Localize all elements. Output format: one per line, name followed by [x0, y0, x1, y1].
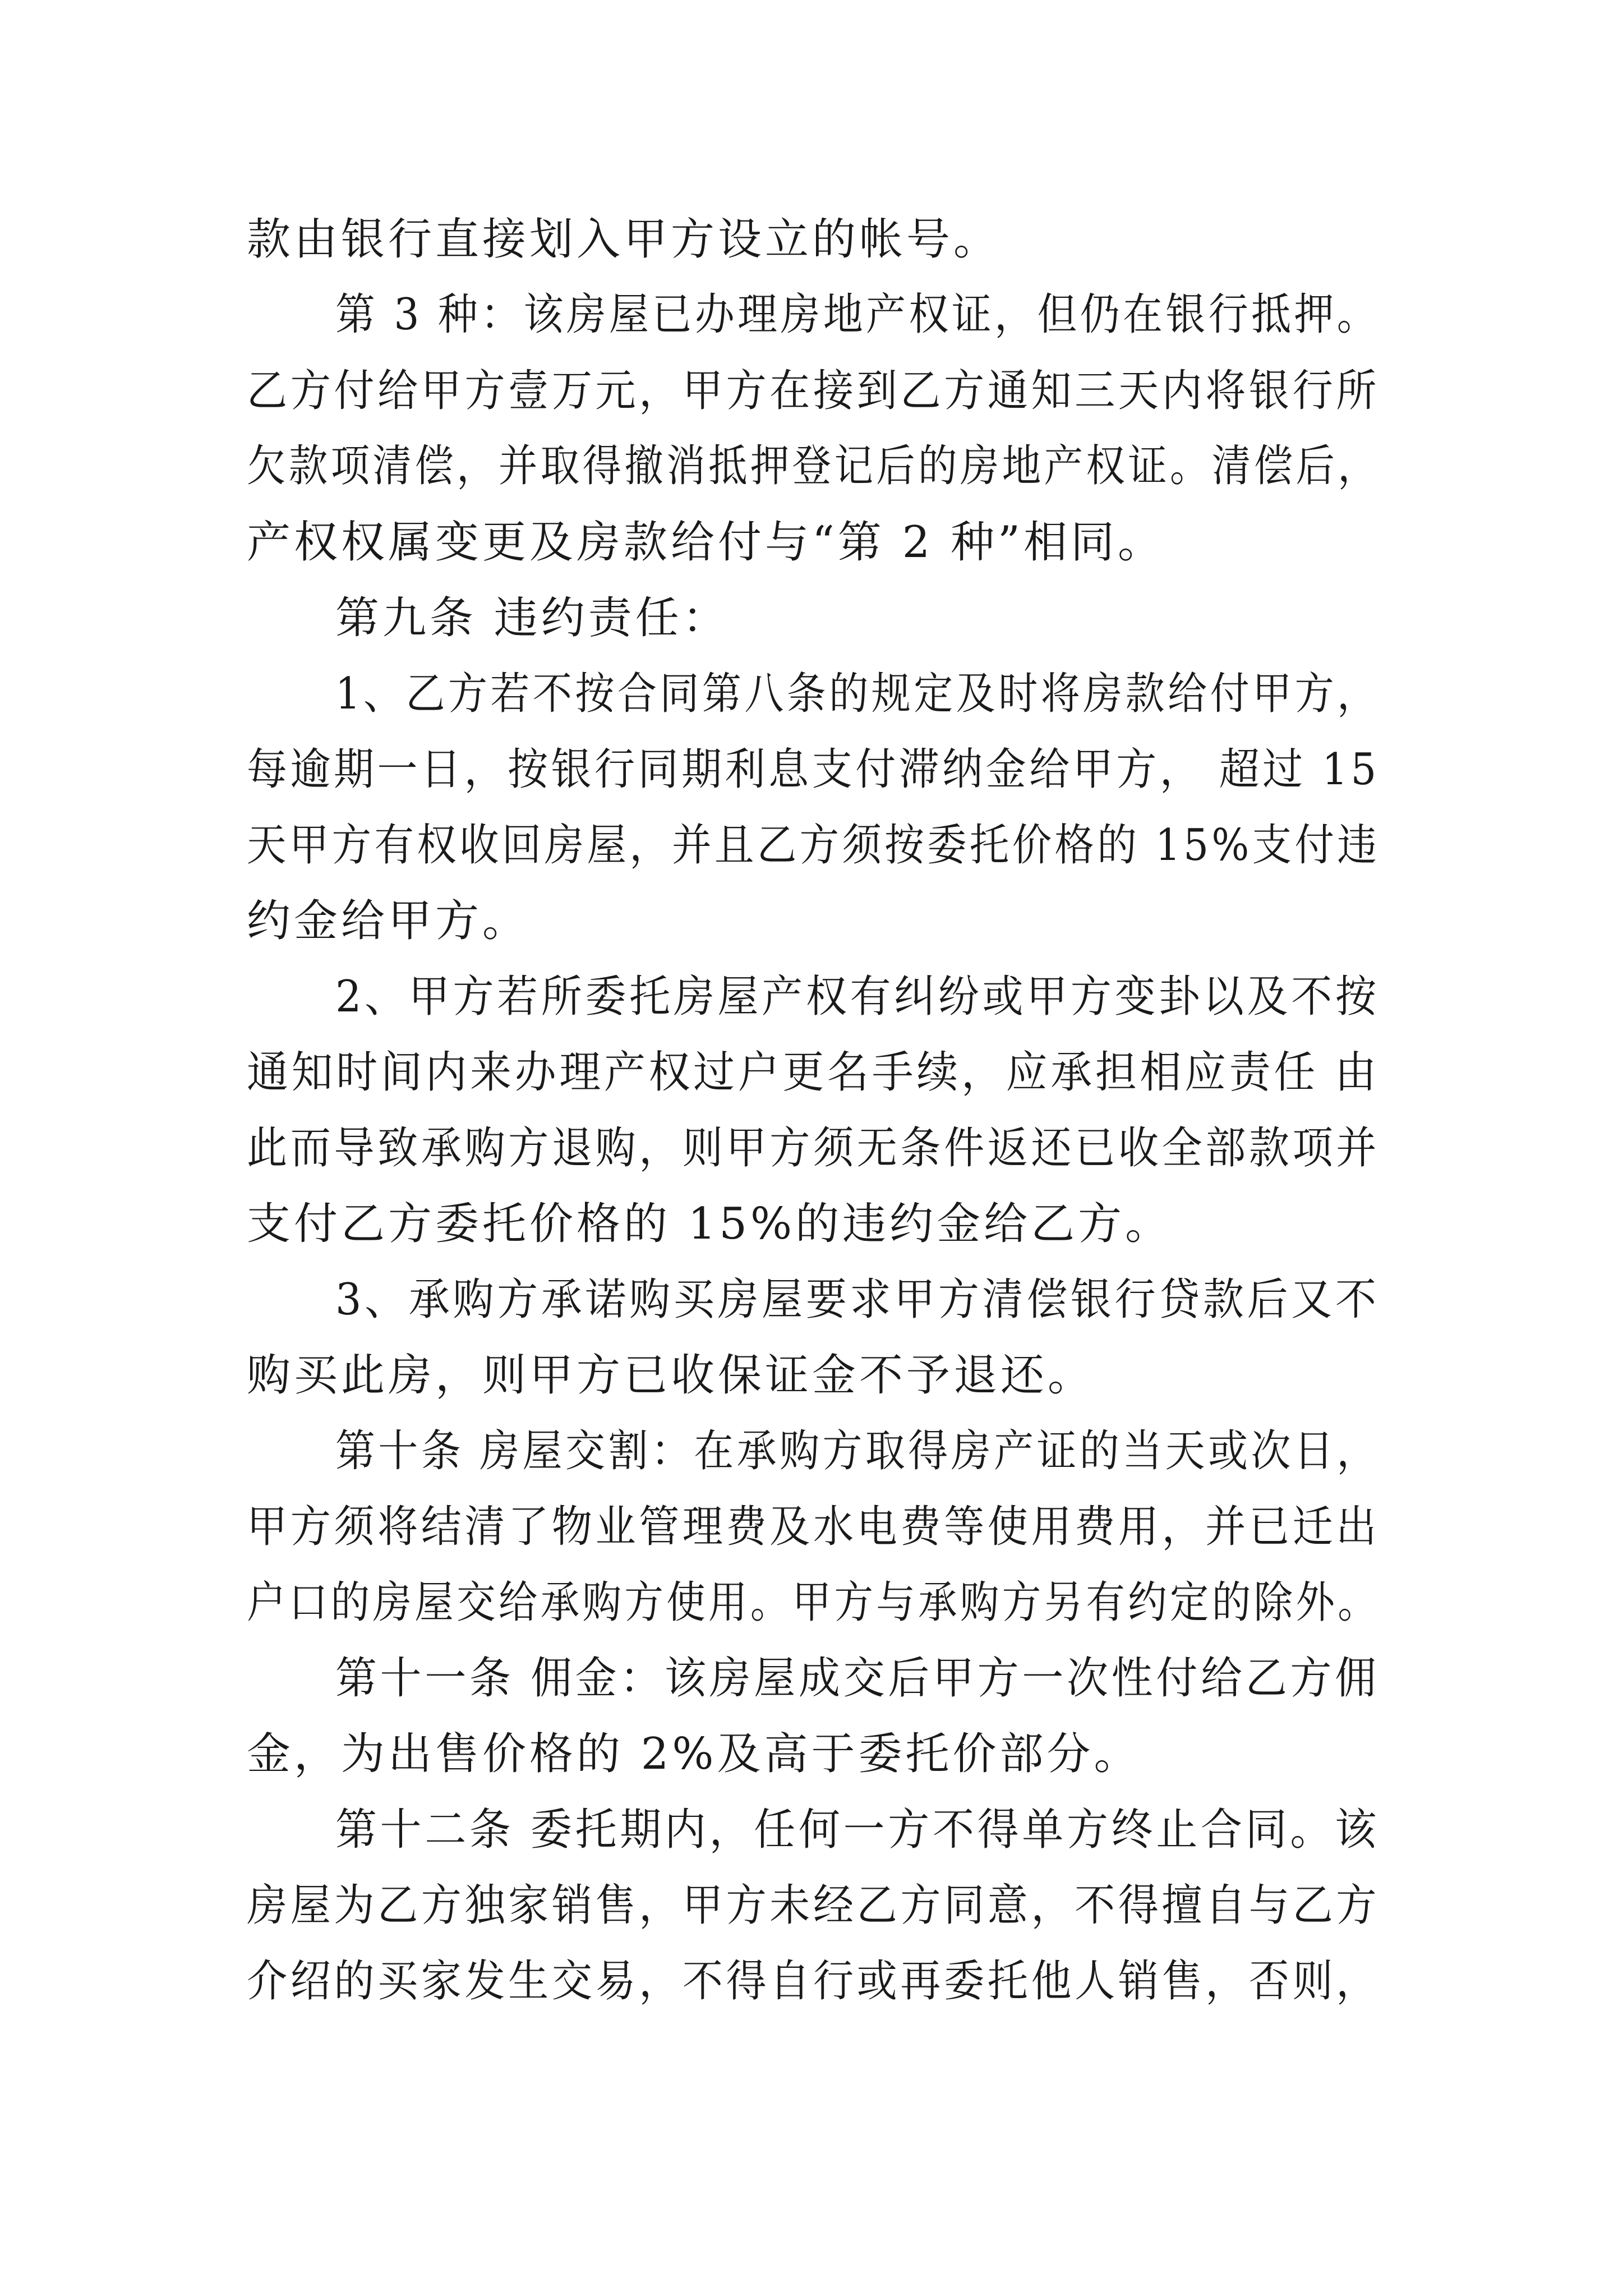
text-line: 支付乙方委托价格的 15%的违约金给乙方。 [247, 1199, 1173, 1249]
text-line: 产权权属变更及房款给付与“第 2 种”相同。 [247, 517, 1165, 568]
text-line: 3、承购方承诺购买房屋要求甲方清偿银行贷款后又不 [335, 1274, 1380, 1325]
text-line: 第十一条 佣金：该房屋成交后甲方一次性付给乙方佣 [335, 1653, 1380, 1704]
text-line: 欠款项清偿，并取得撤消抵押登记后的房地产权证。清偿后， [247, 441, 1380, 491]
text-line: 通知时间内来办理产权过户更名手续，应承担相应责任 由 [247, 1047, 1380, 1098]
text-line: 天甲方有权收回房屋，并且乙方须按委托价格的 15%支付违 [247, 820, 1380, 871]
text-line: 乙方付给甲方壹万元，甲方在接到乙方通知三天内将银行所 [247, 366, 1380, 416]
text-line: 购买此房，则甲方已收保证金不予退还。 [247, 1350, 1095, 1401]
text-line: 款由银行直接划入甲方设立的帐号。 [247, 214, 1001, 265]
text-line: 2、甲方若所委托房屋产权有纠纷或甲方变卦以及不按 [335, 972, 1380, 1022]
text-line: 第九条 违约责任： [335, 593, 730, 643]
text-line: 第十条 房屋交割：在承购方取得房产证的当天或次日， [335, 1426, 1380, 1476]
text-line: 金，为出售价格的 2%及高于委托价部分。 [247, 1729, 1141, 1779]
text-line: 介绍的买家发生交易，不得自行或再委托他人销售，否则， [247, 1956, 1380, 2007]
text-line: 第十二条 委托期内，任何一方不得单方终止合同。该 [335, 1805, 1380, 1855]
text-line: 第 3 种：该房屋已办理房地产权证，但仍在银行抵押。 [335, 289, 1380, 340]
text-line: 1、乙方若不按合同第八条的规定及时将房款给付甲方， [335, 669, 1380, 719]
text-line: 房屋为乙方独家销售，甲方未经乙方同意，不得擅自与乙方 [247, 1880, 1380, 1931]
text-line: 每逾期一日，按银行同期利息支付滞纳金给甲方， 超过 15 [247, 744, 1380, 795]
text-line: 甲方须将结清了物业管理费及水电费等使用费用，并已迁出 [247, 1502, 1380, 1552]
text-line: 户口的房屋交给承购方使用。甲方与承购方另有约定的除外。 [247, 1577, 1380, 1628]
text-line: 此而导致承购方退购，则甲方须无条件返还已收全部款项并 [247, 1123, 1380, 1174]
text-line: 约金给甲方。 [247, 896, 530, 946]
